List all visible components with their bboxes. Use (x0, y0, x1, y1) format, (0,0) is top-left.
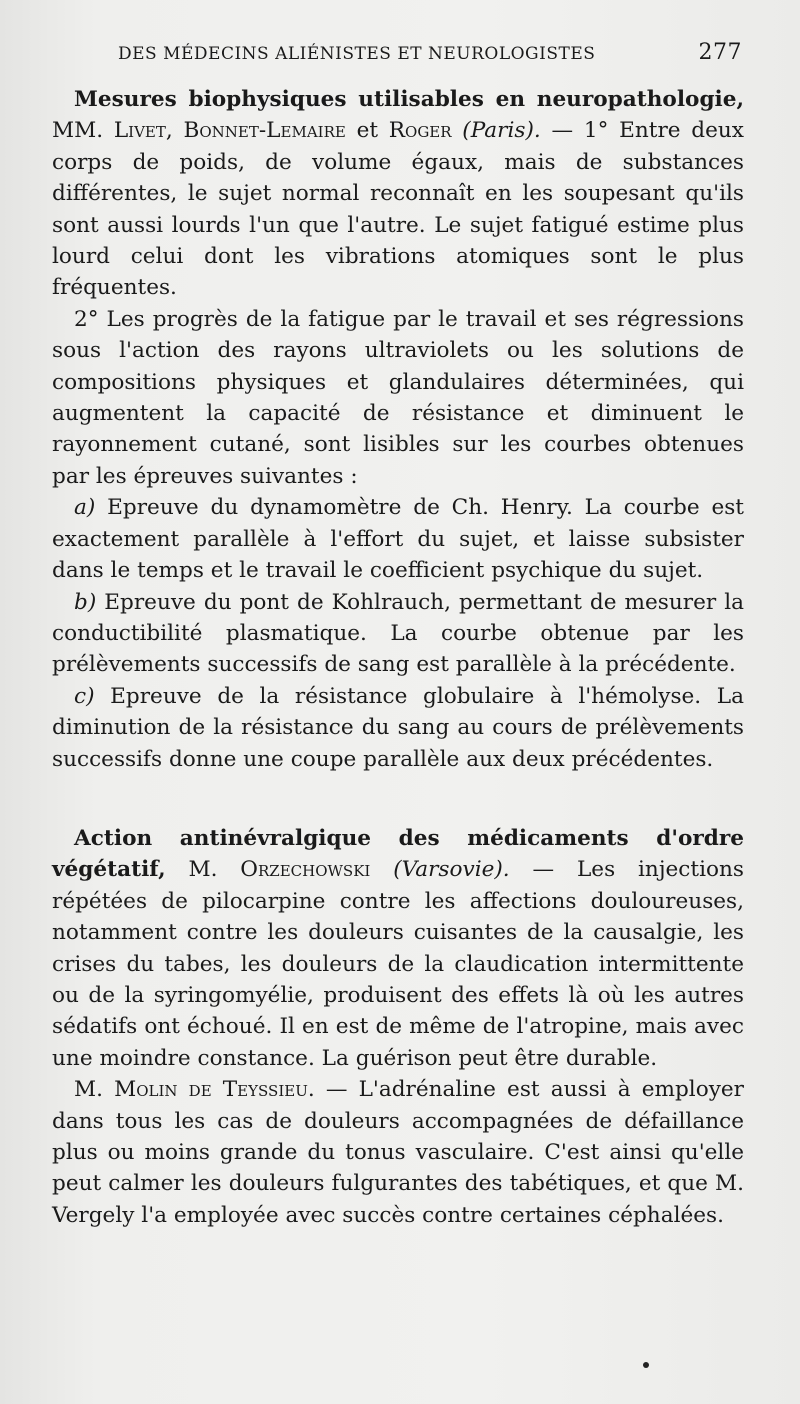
section2-heading (52, 823, 744, 1074)
section1-author2: Bonnet-Lemaire (183, 118, 346, 144)
section1-item-c (52, 681, 744, 775)
section2-paragraph1: Les injections répétées de pilocarpine contre les affections douloureuses, notamment contre les douleurs cuisantes de la causalgie, les crises du tabes, les douleurs de la claudication intermittente ou de la syringomyélie, produisent des effets là où les autres sédatifs ont échoué. Il en est de même de l'atropine, mais avec une moindre constance. La guérison peut être durable. (52, 857, 744, 1071)
section2-p2-text: L'adrénaline est aussi à employer dans tous les cas de douleurs accompagnées de défaillance plus ou moins grande du tonus vasculaire. C'est ainsi qu'elle peut calmer les douleurs fulgurantes des tabétiques, et que M. Vergely l'a employée avec succès contre certaines céphalées. (52, 1077, 744, 1228)
item-a-text: Epreuve du dynamomètre de Ch. Henry. La courbe est exactement parallèle à l'effort du sujet, et laisse subsister dans le temps et le travail le coefficient psychique du sujet. (52, 495, 744, 584)
running-title: DES MÉDECINS ALIÉNISTES ET NEUROLOGISTES (118, 44, 596, 64)
item-c-label: c) (74, 683, 95, 709)
section1-title: Mesures biophysiques utilisables en neuropathologie, (74, 87, 744, 112)
section2-place: (Varsovie). (393, 857, 510, 883)
section1-item-a (52, 492, 744, 586)
section1-author3: Roger (388, 118, 452, 144)
section2-title: Action antinévralgique des médicaments d'ordre végétatif, (52, 825, 744, 883)
item-a-label: a) (74, 495, 96, 521)
section1-dash: — (551, 118, 574, 144)
section1-paragraph1: 1° Entre deux corps de poids, de volume égaux, mais de substances différentes, le sujet normal reconnaît en les soupesant qu'ils sont aussi lourds l'un que l'autre. Le sujet fatigué estime plus lourd celui dont les vibrations atomiques sont le plus fréquentes. (52, 118, 744, 301)
section1-heading: Mesures biophysiques utilisables en neuropathologie, MM. Livet, Bonnet-Lemaire et Roger (Paris). — 1° Entre deux corps de poids, de volume égaux, mais de substances différentes, le sujet normal reconnaît en les soupesant qu'ils sont aussi lourds l'un que l'autre. Le sujet fatigué estime plus lourd celui dont les vibrations atomiques sont le plus fréquentes. (52, 87, 744, 301)
section2-paragraph2 (52, 1074, 744, 1231)
section1-authors-prefix: MM. (52, 118, 104, 144)
item-b-label: b) (74, 589, 97, 615)
page-number: 277 (698, 40, 742, 65)
section1-paragraph2: 2° Les progrès de la fatigue par le travail et ses régressions sous l'action des rayons ultraviolets ou les solutions de compositions physiques et glandulaires déterminées, qui augmentent la capacité de résistance et diminuent le rayonnement cutané, sont lisibles sur les courbes obtenues par les épreuves suivantes : (52, 306, 744, 489)
section1-place: (Paris). (462, 118, 541, 144)
print-speck (643, 1362, 649, 1368)
section1-and: et (356, 118, 379, 144)
section2-p2-dash: — (325, 1077, 348, 1103)
section1-item-b (52, 587, 744, 681)
section2-p2-prefix: M. (74, 1077, 103, 1103)
section2-p2-author: Molin de Teyssieu. (114, 1077, 315, 1103)
section2-author: Orzechowski (240, 857, 371, 883)
section2-author-prefix: M. (188, 857, 218, 883)
section2-dash: — (532, 857, 555, 883)
item-c-text: Epreuve de la résistance globulaire à l'hémolyse. La diminution de la résistance du sang au cours de prélèvements successifs donne une coupe parallèle aux deux précédentes. (52, 683, 744, 772)
item-b-text: Epreuve du pont de Kohlrauch, permettant de mesurer la conductibilité plasmatique. La courbe obtenue par les prélèvements successifs de sang est parallèle à la précédente. (52, 589, 744, 678)
section-separator (52, 775, 744, 823)
section1-author1: Livet (113, 118, 166, 144)
page-body (52, 84, 744, 1231)
